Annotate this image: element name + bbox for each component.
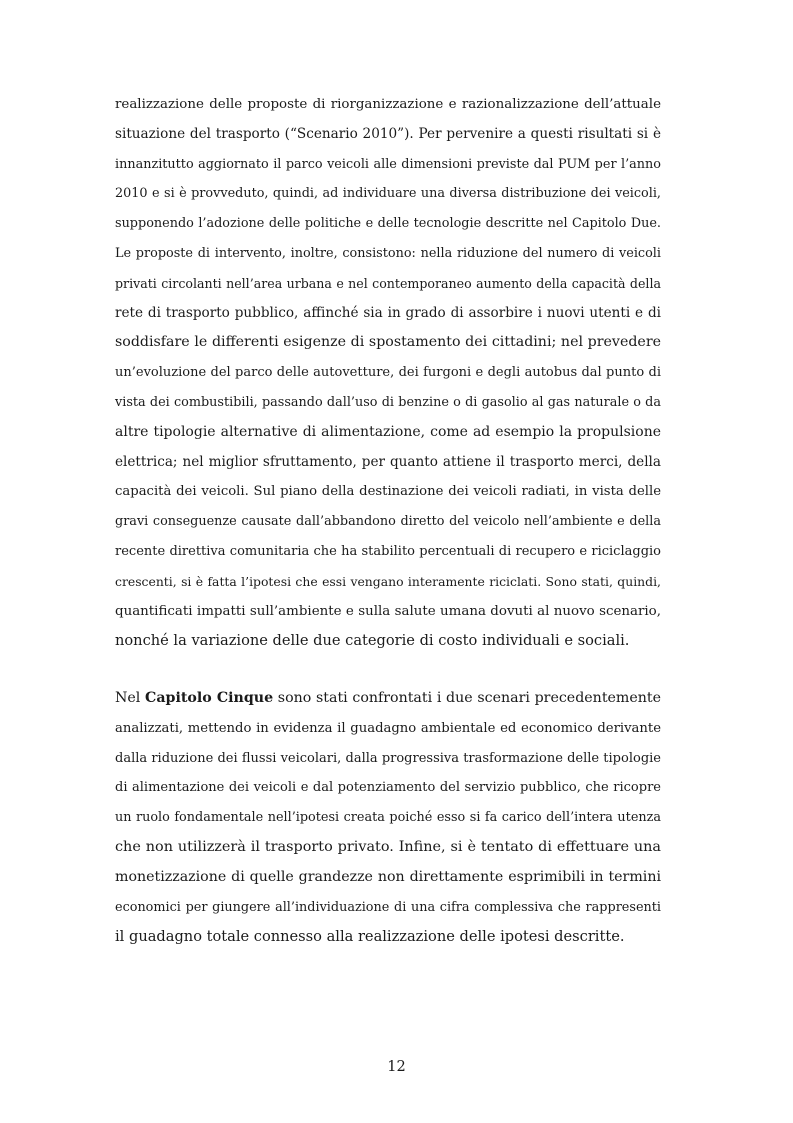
text-line: quantificati impatti sull’ambiente e sulla salute umana dovuti al nuovo scenario, (115, 603, 661, 619)
text-line: il guadagno totale connesso alla realizzazione delle ipotesi descritte. (115, 928, 625, 946)
chapter-reference: Capitolo Cinque (145, 690, 274, 706)
text-line: innanzitutto aggiornato il parco veicoli alle dimensioni previste dal PUM per l’anno (115, 156, 661, 172)
text-line: altre tipologie alternative di alimentazione, come ad esempio la propulsione (115, 423, 661, 440)
paragraph-capitolo-cinque (115, 684, 661, 952)
text-line: un ruolo fondamentale nell’ipotesi creata poiché esso si fa carico dell’intera utenza (115, 810, 661, 826)
text-line: gravi conseguenze causate dall’abbandono diretto del veicolo nell’ambiente e della (115, 514, 661, 530)
text-line: privati circolanti nell’area urbana e nel contemporaneo aumento della capacità della (115, 275, 661, 291)
text-line: 2010 e si è provveduto, quindi, ad individuare una diversa distribuzione dei veicoli, (115, 186, 661, 202)
lead-suffix: sono stati confrontati i due scenari precedentemente (273, 690, 661, 706)
text-line: nonché la variazione delle due categorie di costo individuali e sociali. (115, 632, 630, 650)
text-line: monetizzazione di quelle grandezze non direttamente esprimibili in termini (115, 868, 661, 885)
text-line: elettrica; nel miglior sfruttamento, per quanto attiene il trasporto merci, della (115, 453, 661, 470)
text-line: situazione del trasporto (“Scenario 2010”). Per pervenire a questi risultati si è (115, 125, 661, 142)
text-line: capacità dei veicoli. Sul piano della destinazione dei veicoli radiati, in vista delle (115, 484, 661, 500)
text-line: un’evoluzione del parco delle autovetture, dei furgoni e degli autobus dal punto di (115, 365, 661, 381)
text-line: Le proposte di intervento, inoltre, consistono: nella riduzione del numero di veicoli (115, 245, 661, 261)
lead-prefix: Nel (115, 690, 146, 706)
text-line-lead (115, 684, 661, 714)
text-line: realizzazione delle proposte di riorganizzazione e razionalizzazione dell’attuale (115, 97, 661, 112)
text-line: che non utilizzerà il trasporto privato. Infine, si è tentato di effettuare una (115, 838, 661, 855)
text-line: crescenti, si è fatta l’ipotesi che essi vengano interamente riciclati. Sono stati, quindi, (115, 573, 661, 589)
text-line: recente direttiva comunitaria che ha stabilito percentuali di recupero e riciclaggio (115, 543, 661, 559)
text-line: supponendo l’adozione delle politiche e delle tecnologie descritte nel Capitolo Due. (115, 216, 661, 232)
text-line: dalla riduzione dei flussi veicolari, dalla progressiva trasformazione delle tipologie (115, 750, 661, 766)
text-line: economici per giungere all’individuazione di una cifra complessiva che rappresenti (115, 899, 661, 915)
page-number: 12 (387, 1058, 406, 1075)
text-line: rete di trasporto pubblico, affinché sia in grado di assorbire i nuovi utenti e di (115, 304, 661, 321)
paragraph-scenario-2010 (115, 90, 661, 656)
text-line: analizzati, mettendo in evidenza il guadagno ambientale ed economico derivante (115, 720, 661, 736)
text-line: soddisfare le differenti esigenze di spostamento dei cittadini; nel prevedere (115, 334, 661, 351)
text-line: vista dei combustibili, passando dall’uso di benzine o di gasolio al gas naturale o da (115, 394, 661, 410)
text-line: di alimentazione dei veicoli e dal potenziamento del servizio pubblico, che ricopre (115, 780, 661, 796)
